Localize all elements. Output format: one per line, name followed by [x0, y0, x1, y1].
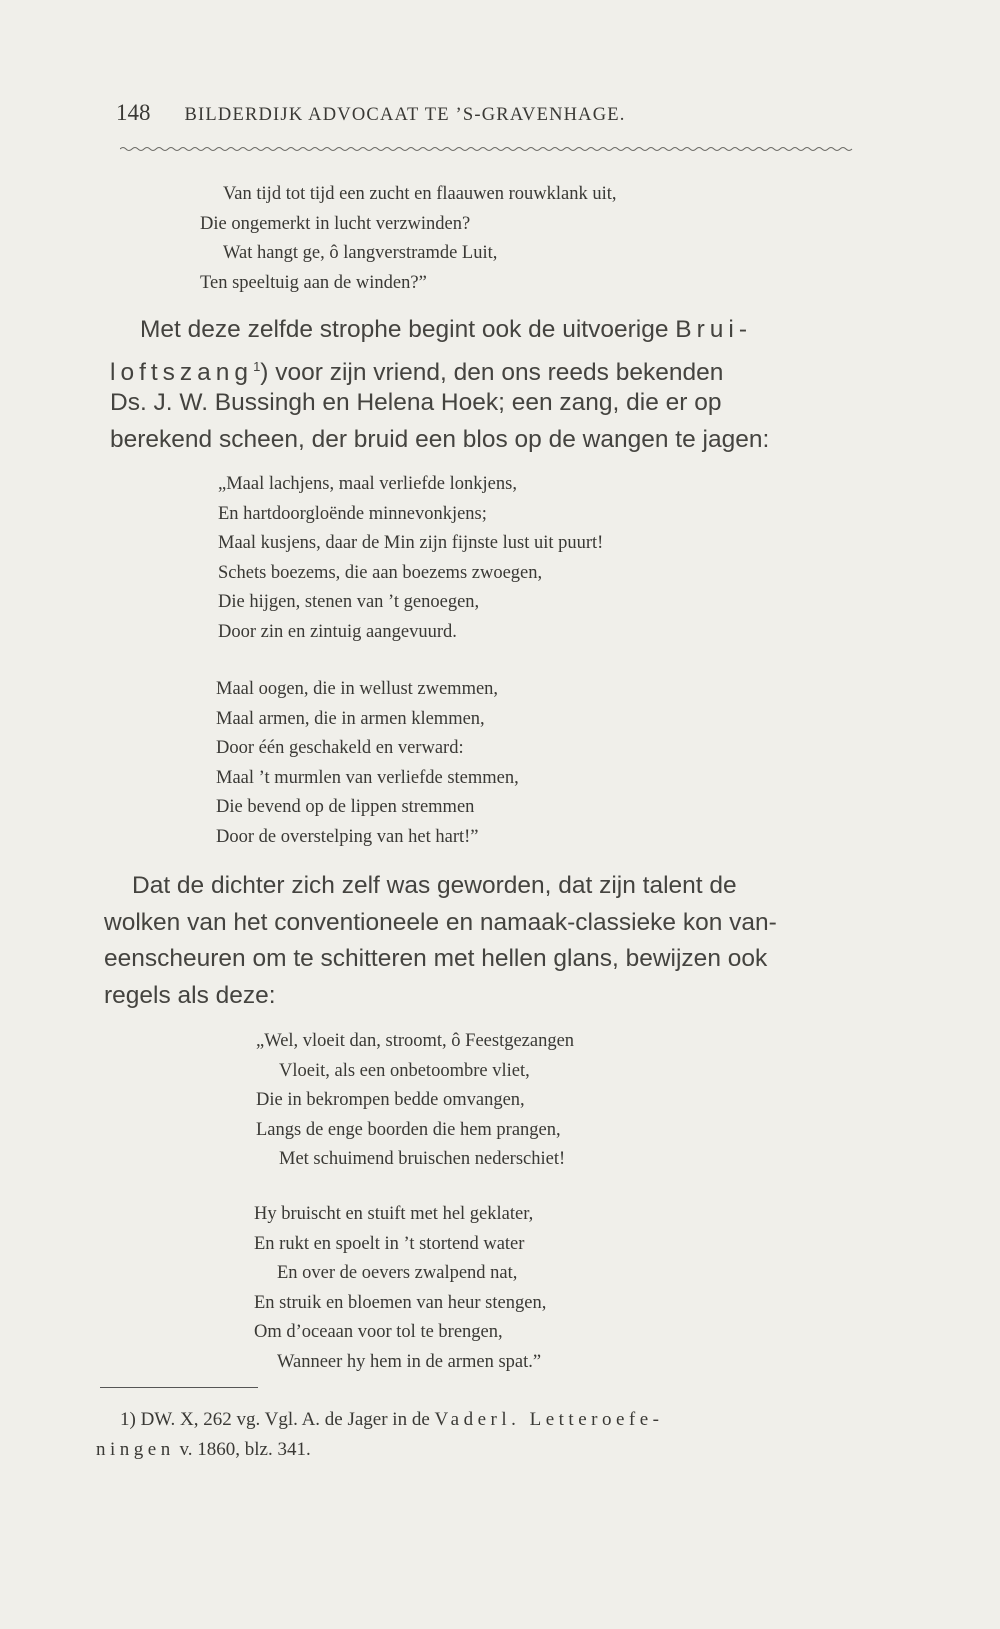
verse-line: Wanneer hy hem in de armen spat.” [277, 1351, 542, 1372]
verse-line: Die bevend op de lippen stremmen [216, 797, 475, 818]
verse-line: „Wel, vloeit dan, stroomt, ô Feestgezangen [256, 1031, 575, 1051]
spaced-title: loftszang [110, 358, 254, 386]
spaced-title: Vaderl. Letteroefe- [434, 1409, 664, 1430]
page-header [116, 100, 856, 126]
footnote [96, 1405, 664, 1465]
verse-line: Door de overstelping van het hart!” [216, 826, 479, 847]
footnote-text: v. 1860, blz. 341. [174, 1439, 311, 1460]
verse-stanza-3 [216, 675, 519, 853]
paragraph-line: regels als deze: [104, 981, 276, 1009]
header-wavy-rule [120, 146, 855, 152]
verse-line: Maal armen, die in armen klemmen, [216, 708, 485, 729]
paragraph-line: Dat de dichter zich zelf was geworden, dat zijn talent de [132, 872, 737, 899]
text-run: Met deze zelfde strophe begint ook de uitvoerige [140, 316, 676, 343]
verse-line: Maal kusjens, daar de Min zijn fijnste lust uit puurt! [218, 533, 604, 554]
verse-line: Om d’oceaan voor tol te brengen, [254, 1322, 503, 1343]
verse-line: En struik en bloemen van heur stengen, [254, 1292, 547, 1313]
text-run: ) voor zijn vriend, den ons reeds bekenden [260, 358, 724, 386]
verse-stanza-4 [256, 1027, 574, 1175]
spaced-title: Brui- [675, 316, 752, 343]
verse-line: Vloeit, als een onbetoombre vliet, [279, 1060, 530, 1081]
verse-line: Van tijd tot tijd een zucht en flaauwen rouwklank uit, [223, 184, 617, 204]
verse-line: Die in bekrompen bedde omvangen, [256, 1090, 525, 1111]
page-number: 148 [116, 100, 151, 125]
verse-line: Ten speeltuig aan de winden?” [200, 272, 427, 293]
paragraph-2 [104, 868, 777, 1014]
verse-stanza-5 [254, 1200, 546, 1378]
footnote-ref: 1 [253, 358, 261, 374]
verse-stanza-2 [218, 470, 603, 648]
footnote-text: 1) DW. X, 262 vg. Vgl. A. de Jager in de [120, 1409, 435, 1430]
verse-line: Maal oogen, die in wellust zwemmen, [216, 679, 499, 699]
verse-line: Wat hangt ge, ô langverstramde Luit, [223, 243, 498, 264]
verse-line: En rukt en spoelt in ’t stortend water [254, 1233, 525, 1254]
paragraph-line: Ds. J. W. Bussingh en Helena Hoek; een zang, die er op [110, 389, 722, 416]
paragraph-line: berekend scheen, der bruid een blos op de wangen te jagen: [110, 425, 770, 453]
verse-line: „Maal lachjens, maal verliefde lonkjens, [218, 474, 517, 494]
verse-line: Maal ’t murmlen van verliefde stemmen, [216, 767, 519, 788]
verse-stanza-1 [200, 180, 617, 298]
verse-line: Door één geschakeld en verward: [216, 738, 464, 759]
verse-line: Schets boezems, die aan boezems zwoegen, [218, 562, 543, 583]
verse-line: Met schuimend bruischen nederschiet! [279, 1149, 566, 1170]
verse-line: Door zin en zintuig aangevuurd. [218, 621, 457, 642]
verse-line: En hartdoorgloënde minnevonkjens; [218, 503, 487, 524]
paragraph-1 [110, 312, 769, 458]
verse-line: Die ongemerkt in lucht verzwinden? [200, 213, 471, 234]
verse-line: Langs de enge boorden die hem prangen, [256, 1119, 561, 1140]
verse-line: Hy bruischt en stuift met hel geklater, [254, 1204, 534, 1224]
footnote-rule [100, 1387, 258, 1388]
spaced-title: ningen [96, 1439, 175, 1460]
paragraph-line: eenscheuren om te schitteren met hellen glans, bewijzen ook [104, 945, 768, 972]
verse-line: Die hijgen, stenen van ’t genoegen, [218, 592, 480, 613]
running-title: BILDERDIJK ADVOCAAT TE ’S-GRAVENHAGE. [184, 105, 626, 125]
paragraph-line: wolken van het conventioneele en namaak-classieke kon van- [104, 908, 777, 936]
verse-line: En over de oevers zwalpend nat, [277, 1263, 518, 1284]
